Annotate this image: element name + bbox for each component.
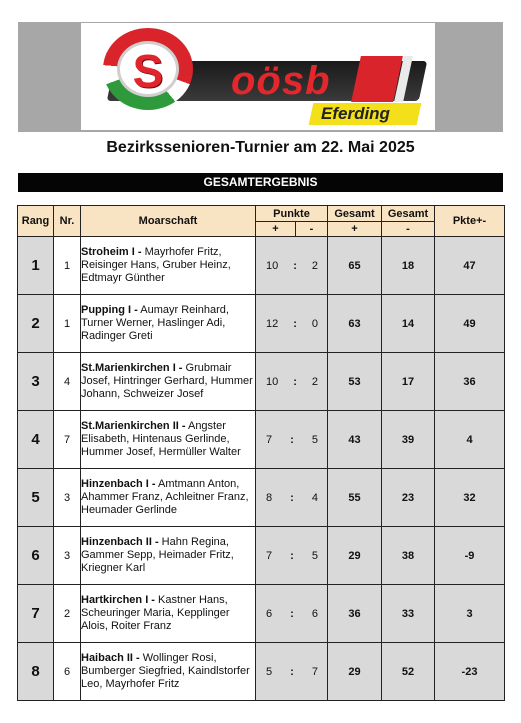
rank-cell: 6 (18, 527, 54, 585)
points-plus: 7 (266, 549, 273, 562)
nr-cell: 1 (54, 295, 81, 353)
points-separator: : (290, 433, 294, 446)
points-cell (256, 237, 328, 295)
team-members: Hahn Regina, Gammer Sepp, Heimader Fritz, Kriegner Karl (81, 536, 234, 574)
header-banner (18, 22, 503, 132)
team-members: Kastner Hans, Scheuringer Maria, Kepplinger Alois, Roiter Franz (81, 594, 230, 632)
total-minus-cell: 52 (382, 643, 435, 701)
rank-cell: 4 (18, 411, 54, 469)
total-minus-cell: 23 (382, 469, 435, 527)
total-minus-cell: 18 (382, 237, 435, 295)
total-plus-cell: 63 (328, 295, 382, 353)
team-members: Amtmann Anton, Ahammer Franz, Achleitner Franz, Heumader Gerlinde (81, 478, 249, 516)
team-cell (81, 411, 256, 469)
header-gesamt-plus-sign: + (328, 222, 382, 237)
nr-cell: 4 (54, 353, 81, 411)
diff-cell: 49 (435, 295, 505, 353)
table-row (18, 643, 505, 701)
points-plus: 6 (266, 607, 273, 620)
total-plus-cell: 43 (328, 411, 382, 469)
team-cell (81, 469, 256, 527)
total-minus-cell: 38 (382, 527, 435, 585)
diff-cell: 32 (435, 469, 505, 527)
diff-cell: -23 (435, 643, 505, 701)
results-table (17, 205, 505, 701)
team-name: Hartkirchen I - (81, 594, 155, 606)
rank-cell: 3 (18, 353, 54, 411)
rank-cell: 7 (18, 585, 54, 643)
table-row (18, 527, 505, 585)
points-minus: 0 (311, 317, 318, 330)
table-row (18, 585, 505, 643)
points-minus: 5 (311, 433, 318, 446)
total-minus-cell: 17 (382, 353, 435, 411)
team-members: Grubmair Josef, Hintringer Gerhard, Hummer Johann, Schweizer Josef (81, 362, 253, 400)
table-row (18, 237, 505, 295)
logo-word: oösb (231, 59, 331, 103)
header-rang: Rang (18, 206, 54, 237)
logo-ring (103, 28, 193, 110)
points-minus: 5 (311, 549, 318, 562)
nr-cell: 3 (54, 469, 81, 527)
points-cell (256, 469, 328, 527)
rank-cell: 8 (18, 643, 54, 701)
total-plus-cell: 55 (328, 469, 382, 527)
table-row (18, 411, 505, 469)
total-plus-cell: 29 (328, 527, 382, 585)
header-gesamt-plus: Gesamt (328, 206, 382, 222)
diff-cell: 4 (435, 411, 505, 469)
nr-cell: 2 (54, 585, 81, 643)
page-title: Bezirkssenioren-Turnier am 22. Mai 2025 (106, 139, 415, 156)
header-pkte: Pkte+- (435, 206, 505, 237)
rank-cell: 1 (18, 237, 54, 295)
nr-cell: 1 (54, 237, 81, 295)
total-minus-cell: 14 (382, 295, 435, 353)
points-cell (256, 643, 328, 701)
oosb-logo (81, 23, 435, 130)
points-plus: 7 (266, 433, 273, 446)
rank-cell: 5 (18, 469, 54, 527)
points-separator: : (290, 665, 294, 678)
points-cell (256, 295, 328, 353)
logo-ring-inner (117, 41, 179, 97)
points-plus: 12 (266, 317, 279, 330)
team-members: Mayrhofer Fritz, Reisinger Hans, Gruber Heinz, Edtmayr Günther (81, 246, 231, 284)
team-name: St.Marienkirchen II - (81, 420, 186, 432)
total-plus-cell: 36 (328, 585, 382, 643)
team-members: Wollinger Rosi, Bumberger Siegfried, Kaindlstorfer Leo, Mayrhofer Fritz (81, 652, 250, 690)
table-row (18, 469, 505, 527)
diff-cell: -9 (435, 527, 505, 585)
logo-sub-text: Eferding (321, 104, 390, 123)
total-minus-cell: 33 (382, 585, 435, 643)
points-cell (256, 353, 328, 411)
header-nr: Nr. (54, 206, 81, 237)
points-plus: 10 (266, 375, 279, 388)
points-separator: : (293, 317, 297, 330)
points-minus: 2 (311, 259, 318, 272)
team-name: Pupping I - (81, 304, 138, 316)
section-title: GESAMTERGEBNIS (18, 173, 503, 192)
diff-cell: 3 (435, 585, 505, 643)
table-row (18, 295, 505, 353)
diff-cell: 36 (435, 353, 505, 411)
points-minus: 4 (311, 491, 318, 504)
header-gesamt-minus: Gesamt (382, 206, 435, 222)
points-separator: : (290, 607, 294, 620)
team-cell (81, 527, 256, 585)
points-cell (256, 411, 328, 469)
total-plus-cell: 65 (328, 237, 382, 295)
team-name: Hinzenbach I - (81, 478, 156, 490)
points-plus: 10 (266, 259, 279, 272)
points-minus: 2 (311, 375, 318, 388)
points-plus: 8 (266, 491, 273, 504)
header-plus: + (256, 222, 296, 237)
nr-cell: 7 (54, 411, 81, 469)
team-cell (81, 353, 256, 411)
total-plus-cell: 53 (328, 353, 382, 411)
points-separator: : (293, 259, 297, 272)
header-minus: - (296, 222, 328, 237)
total-minus-cell: 39 (382, 411, 435, 469)
points-minus: 6 (311, 607, 318, 620)
team-cell (81, 585, 256, 643)
logo-letter: S (132, 45, 164, 97)
team-cell (81, 643, 256, 701)
points-separator: : (293, 375, 297, 388)
total-plus-cell: 29 (328, 643, 382, 701)
points-minus: 7 (311, 665, 318, 678)
points-plus: 5 (266, 665, 273, 678)
points-cell (256, 585, 328, 643)
nr-cell: 3 (54, 527, 81, 585)
nr-cell: 6 (54, 643, 81, 701)
header-punkte: Punkte (256, 206, 328, 222)
team-cell (81, 237, 256, 295)
team-members: Angster Elisabeth, Hintenaus Gerlinde, Hummer Josef, Hermüller Walter (81, 420, 241, 458)
points-separator: : (290, 491, 294, 504)
rank-cell: 2 (18, 295, 54, 353)
header-gesamt-minus-sign: - (382, 222, 435, 237)
table-row (18, 353, 505, 411)
points-separator: : (290, 549, 294, 562)
points-cell (256, 527, 328, 585)
team-name: Stroheim I - (81, 246, 142, 258)
header-team: Moarschaft (81, 206, 256, 237)
team-members: Aumayr Reinhard, Turner Werner, Haslinger Adi, Radinger Greti (81, 304, 229, 342)
team-name: St.Marienkirchen I - (81, 362, 183, 374)
diff-cell: 47 (435, 237, 505, 295)
team-name: Hinzenbach II - (81, 536, 159, 548)
team-name: Haibach II - (81, 652, 140, 664)
team-cell (81, 295, 256, 353)
